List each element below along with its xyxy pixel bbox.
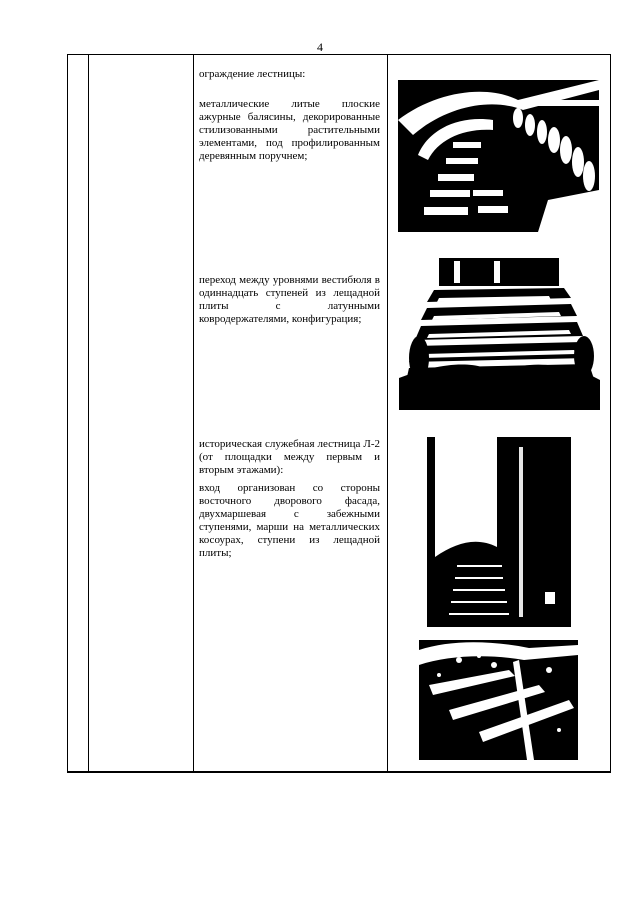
column-divider (193, 55, 194, 771)
stair-railing-photo (398, 80, 599, 232)
page-number: 4 (317, 40, 323, 54)
service-staircase-photo (427, 437, 571, 627)
service-stair-description: вход организован со стороны восточного дворового фасада, двухмаршевая с забежными ступенями, марши на металлических косоурах, ступени из лещадной плиты; (199, 482, 380, 559)
railing-description: металлические литые плоские ажурные балясины, декорированные стилизованными растительными элементами, под профилированным деревянным поручнем; (199, 98, 380, 162)
vestibule-steps-photo (399, 258, 600, 410)
column-divider (88, 55, 89, 771)
vestibule-description: переход между уровнями вестибюля в одиннадцать ступеней из лещадной плиты с латунными ковродержателями, конфигурация; (199, 274, 380, 325)
stair-stringers-photo (419, 640, 578, 760)
column-divider (387, 55, 388, 771)
railing-heading: ограждение лестницы: (199, 68, 306, 80)
service-stair-heading: историческая служебная лестница Л-2 (от площадки между первым и вторым этажами): (199, 438, 380, 476)
